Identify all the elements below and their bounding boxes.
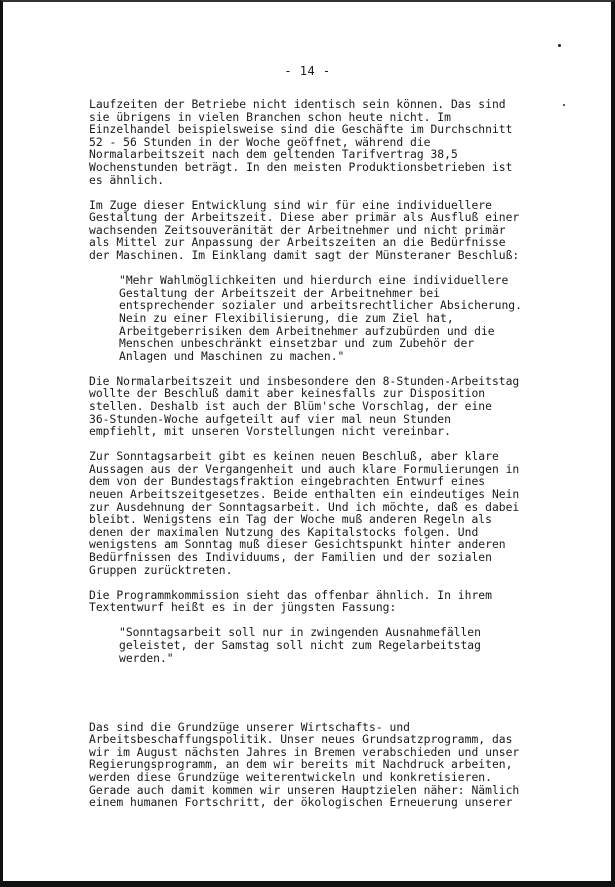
quote-line: geleistet, der Samstag soll nicht zum Regelarbeitstag [119, 637, 481, 652]
text-line: wachsenden Zeitsouveränität der Arbeitnehmer und nicht primär [89, 222, 506, 237]
quote-line: Arbeitgeberrisiken dem Arbeitnehmer aufzubürden und die [119, 323, 495, 338]
text-line: als Mittel zur Anpassung der Arbeitszeiten an die Bedürfnisse [89, 235, 506, 250]
text-line: Einzelhandel beispielsweise sind die Geschäfte im Durchschnitt [89, 122, 513, 137]
text-line: Bedürfnissen des Individuums, der Familien und der sozialen [89, 550, 492, 564]
text-line: Laufzeiten der Betriebe nicht identisch sein können. Das sind [89, 97, 506, 111]
text-line: es ähnlich. [89, 172, 165, 187]
paragraph [89, 450, 559, 576]
block-quote [89, 274, 559, 362]
text-line: wenigstens am Sonntag muß dieser Gesichtspunkt hinter anderen [89, 537, 506, 552]
text-line: Das sind die Grundzüge unserer Wirtschafts- und [89, 719, 410, 734]
text-line: Die Programmkommission sieht das offenbar ähnlich. In ihrem [89, 587, 492, 602]
text-line: Zur Sonntagsarbeit gibt es keinen neuen Beschluß, aber klare [89, 449, 499, 464]
section-gap [89, 677, 559, 721]
block-quote [89, 626, 559, 664]
paragraph [89, 199, 559, 262]
text-line: sie übrigens in vielen Branchen schon heute nicht. Im [89, 109, 451, 124]
text-line: Textentwurf heißt es in der jüngsten Fassung: [89, 600, 397, 615]
text-line: Gerade auch damit kommen wir unseren Hauptzielen näher: Nämlich [89, 782, 520, 797]
text-line: Aussagen aus der Vergangenheit und auch klare Formulierungen in [89, 461, 520, 476]
quote-line: Gestaltung der Arbeitszeit der Arbeitnehmer bei [119, 285, 440, 300]
page-number: - 14 - [284, 64, 331, 78]
text-line: 36-Stunden-Woche aufgeteilt auf vier mal neun Stunden [89, 411, 451, 426]
text-line: Arbeitsbeschaffungspolitik. Unser neues Grundsatzprogramm, das [89, 732, 513, 747]
text-line: der Maschinen. Im Einklang damit sagt der Münsteraner Beschluß: [89, 248, 520, 263]
document-body [89, 98, 559, 821]
text-line: werden diese Grundzüge weiterentwickeln und konkretisieren. [89, 770, 492, 785]
paragraph [89, 721, 559, 809]
text-line: wir im August nächsten Jahres in Bremen verabschieden und unser [89, 744, 520, 759]
paragraph [89, 98, 559, 186]
text-line: Gruppen zurücktreten. [89, 562, 233, 577]
quote-line: "Mehr Wahlmöglichkeiten und hierdurch eine individuellere [119, 273, 509, 288]
text-line: einem humanen Fortschritt, der ökologischen Erneuerung unserer [89, 795, 513, 810]
text-line: denen der maximalen Nutzung des Kapitalstocks folgen. Und [89, 524, 479, 539]
scan-speck [563, 104, 565, 106]
text-line: Normalarbeitszeit nach dem geltenden Tarifvertrag 38,5 [89, 147, 458, 162]
quote-line: Menschen unbeschränkt einsetzbar und zum Zubehör der [119, 336, 475, 351]
text-line: Wochenstunden beträgt. In den meisten Produktionsbetrieben ist [89, 159, 513, 174]
text-line: wollte der Beschluß damit aber keinesfalls zur Disposition [89, 386, 486, 401]
text-line: Regierungsprogramm, an dem wir bereits mit Nachdruck arbeiten, [89, 757, 513, 772]
quote-line: "Sonntagsarbeit soll nur in zwingenden Ausnahmefällen [119, 625, 481, 640]
text-line: empfiehlt, mit unseren Vorstellungen nicht vereinbar. [89, 424, 451, 439]
text-line: zur Ausdehnung der Sonntagsarbeit. Und ich möchte, daß es dabei [89, 499, 520, 514]
text-line: stellen. Deshalb ist auch der Blüm'sche Vorschlag, der eine [89, 398, 492, 413]
paragraph [89, 589, 559, 614]
text-line: Die Normalarbeitszeit und insbesondere den 8-Stunden-Arbeitstag [89, 373, 520, 388]
text-line: Im Zuge dieser Entwicklung sind wir für eine individuellere [89, 197, 492, 212]
text-line: bleibt. Wenigstens ein Tag der Woche muß anderen Regeln als [89, 512, 492, 527]
text-line: 52 - 56 Stunden in der Woche geöffnet, während die [89, 134, 431, 149]
quote-line: werden." [119, 650, 174, 665]
text-line: Gestaltung der Arbeitszeit. Diese aber primär als Ausfluß einer [89, 210, 520, 225]
quote-line: Nein zu einer Flexibilisierung, die zum Ziel hat, [119, 310, 454, 325]
scan-speck [558, 44, 561, 47]
quote-line: Anlagen und Maschinen zu machen." [119, 348, 345, 363]
quote-line: entsprechender sozialer und arbeitsrechtlicher Absicherung. [119, 298, 522, 313]
text-line: dem von der Bundestagsfraktion eingebrachten Entwurf eines [89, 474, 486, 489]
text-line: neuen Arbeitszeitgesetzes. Beide enthalten ein eindeutiges Nein [89, 487, 520, 502]
paragraph [89, 375, 559, 438]
